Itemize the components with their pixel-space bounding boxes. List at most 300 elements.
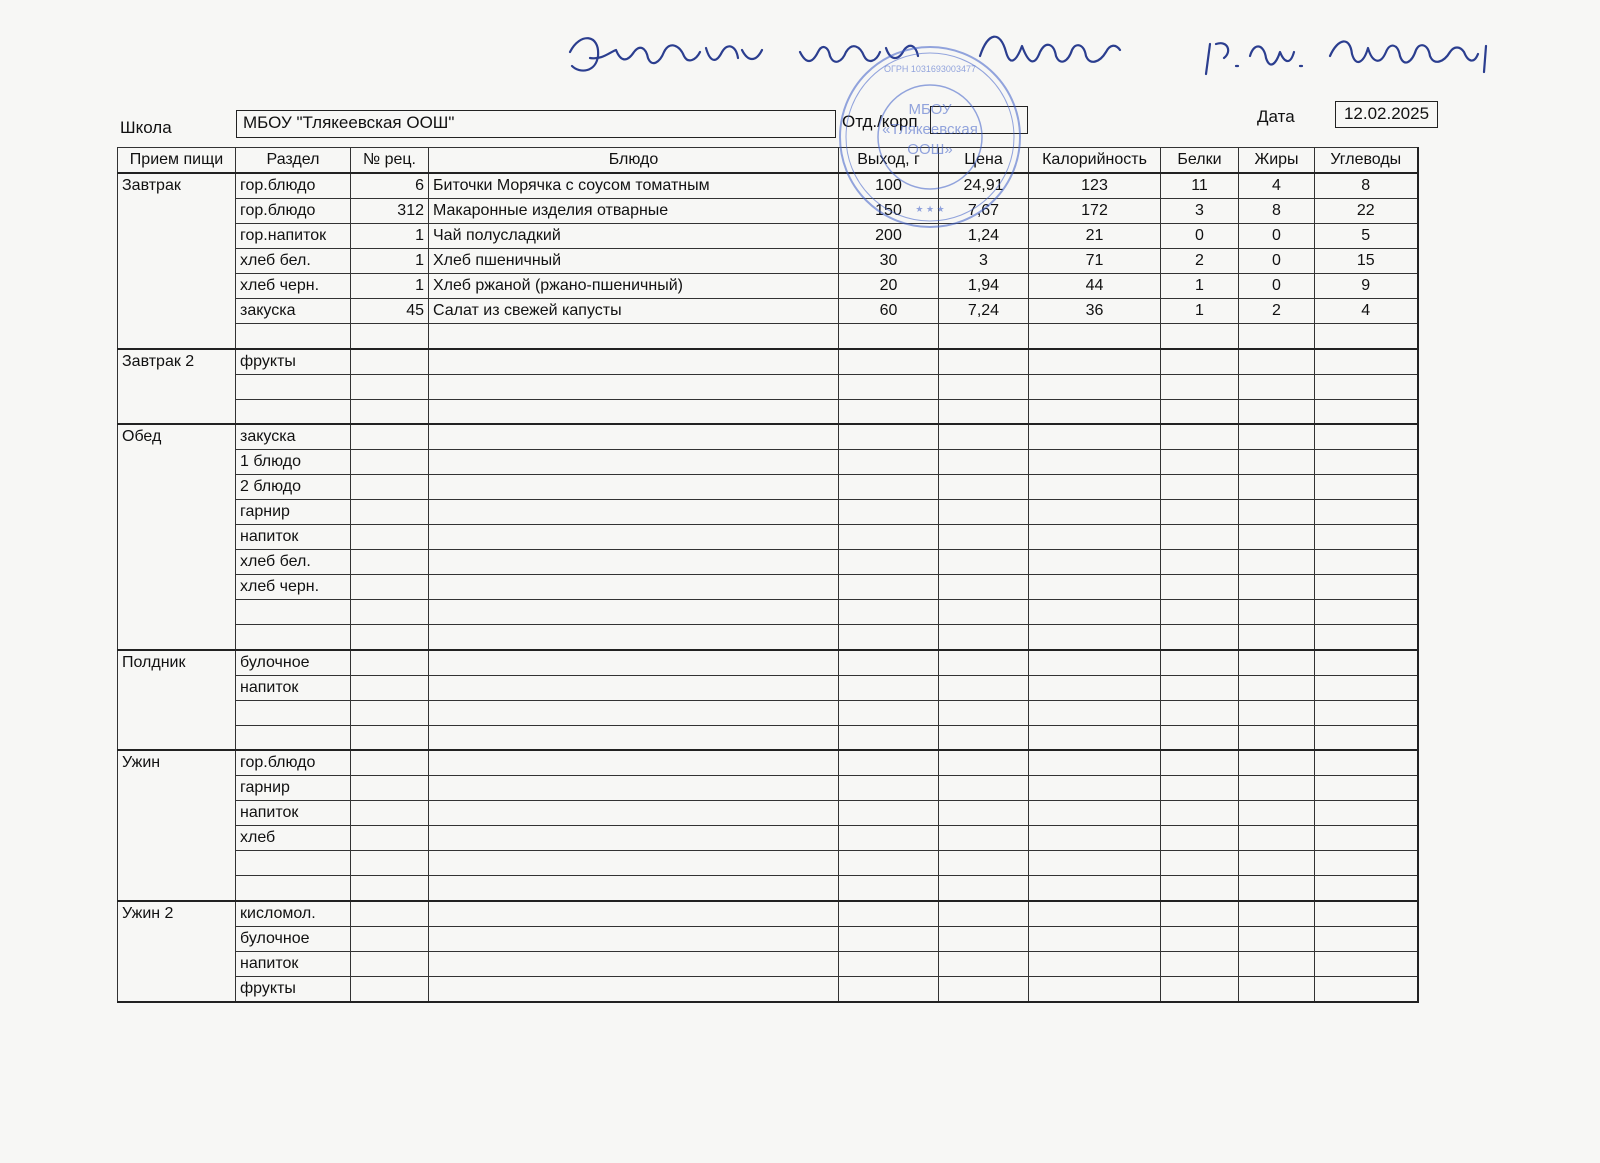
weight-cell — [839, 625, 939, 650]
col-price: Цена — [939, 148, 1029, 174]
recipe-cell — [351, 675, 429, 700]
kcal-cell — [1029, 600, 1161, 625]
fat-cell — [1239, 725, 1315, 750]
col-recipe: № рец. — [351, 148, 429, 174]
kcal-cell — [1029, 776, 1161, 801]
table-row — [118, 224, 1418, 249]
protein-cell — [1161, 575, 1239, 600]
protein-cell — [1161, 550, 1239, 575]
price-cell — [939, 600, 1029, 625]
table-row — [118, 475, 1418, 500]
date-field[interactable]: 12.02.2025 — [1335, 101, 1438, 128]
weight-cell — [839, 525, 939, 550]
table-row — [118, 650, 1418, 676]
section-cell: напиток — [236, 801, 351, 826]
dish-cell — [429, 550, 839, 575]
recipe-cell — [351, 625, 429, 650]
kcal-cell — [1029, 450, 1161, 475]
carbs-cell — [1315, 700, 1418, 725]
dish-cell: Хлеб пшеничный — [429, 249, 839, 274]
carbs-cell — [1315, 374, 1418, 399]
kcal-cell — [1029, 324, 1161, 349]
weight-cell — [839, 600, 939, 625]
col-carbs: Углеводы — [1315, 148, 1418, 174]
recipe-cell — [351, 725, 429, 750]
table-row — [118, 349, 1418, 375]
dish-cell — [429, 876, 839, 901]
kcal-cell — [1029, 575, 1161, 600]
section-cell: закуска — [236, 299, 351, 324]
protein-cell — [1161, 851, 1239, 876]
carbs-cell — [1315, 951, 1418, 976]
price-cell: 7,24 — [939, 299, 1029, 324]
fat-cell — [1239, 625, 1315, 650]
svg-text:«Тлякеевская: «Тлякеевская — [882, 121, 978, 138]
protein-cell: 2 — [1161, 249, 1239, 274]
kcal-cell — [1029, 951, 1161, 976]
protein-cell — [1161, 776, 1239, 801]
recipe-cell — [351, 951, 429, 976]
recipe-cell: 1 — [351, 249, 429, 274]
price-cell: 7,67 — [939, 199, 1029, 224]
table-row — [118, 801, 1418, 826]
protein-cell — [1161, 750, 1239, 776]
weight-cell: 20 — [839, 274, 939, 299]
price-cell — [939, 374, 1029, 399]
weight-cell — [839, 575, 939, 600]
recipe-cell — [351, 776, 429, 801]
protein-cell — [1161, 424, 1239, 450]
col-fat: Жиры — [1239, 148, 1315, 174]
kcal-cell — [1029, 700, 1161, 725]
protein-cell — [1161, 600, 1239, 625]
carbs-cell — [1315, 550, 1418, 575]
weight-cell — [839, 399, 939, 424]
kcal-cell — [1029, 525, 1161, 550]
fat-cell — [1239, 450, 1315, 475]
weight-cell: 100 — [839, 173, 939, 199]
dish-cell — [429, 801, 839, 826]
fat-cell — [1239, 550, 1315, 575]
section-cell: напиток — [236, 951, 351, 976]
fat-cell — [1239, 525, 1315, 550]
table-row — [118, 500, 1418, 525]
kcal-cell — [1029, 349, 1161, 375]
recipe-cell — [351, 851, 429, 876]
school-label: Школа — [120, 118, 172, 137]
school-field[interactable]: МБОУ "Тлякеевская ООШ" — [236, 110, 836, 138]
section-cell: 1 блюдо — [236, 450, 351, 475]
carbs-cell — [1315, 349, 1418, 375]
fat-cell — [1239, 976, 1315, 1002]
meal-cell: Завтрак — [118, 173, 236, 349]
protein-cell — [1161, 625, 1239, 650]
weight-cell — [839, 926, 939, 951]
dish-cell: Салат из свежей капусты — [429, 299, 839, 324]
col-kcal: Калорийность — [1029, 148, 1161, 174]
weight-cell: 200 — [839, 224, 939, 249]
weight-cell — [839, 475, 939, 500]
recipe-cell — [351, 750, 429, 776]
dish-cell — [429, 399, 839, 424]
weight-cell — [839, 951, 939, 976]
protein-cell: 1 — [1161, 274, 1239, 299]
kcal-cell — [1029, 475, 1161, 500]
kcal-cell — [1029, 399, 1161, 424]
meal-cell: Обед — [118, 424, 236, 650]
weight-cell: 30 — [839, 249, 939, 274]
weight-cell: 150 — [839, 199, 939, 224]
section-cell: фрукты — [236, 976, 351, 1002]
dish-cell: Биточки Морячка с соусом томатным — [429, 173, 839, 199]
carbs-cell — [1315, 675, 1418, 700]
recipe-cell — [351, 374, 429, 399]
price-cell — [939, 876, 1029, 901]
price-cell: 1,94 — [939, 274, 1029, 299]
director-signature — [560, 22, 1520, 92]
fat-cell — [1239, 324, 1315, 349]
fat-cell — [1239, 801, 1315, 826]
section-cell: гор.блюдо — [236, 173, 351, 199]
table-row — [118, 750, 1418, 776]
weight-cell — [839, 650, 939, 676]
recipe-cell — [351, 575, 429, 600]
carbs-cell — [1315, 525, 1418, 550]
price-cell: 24,91 — [939, 173, 1029, 199]
kcal-cell — [1029, 801, 1161, 826]
dish-cell — [429, 725, 839, 750]
branch-label: Отд./корп — [842, 112, 918, 131]
section-cell: гор.блюдо — [236, 199, 351, 224]
weight-cell — [839, 500, 939, 525]
dish-cell — [429, 575, 839, 600]
carbs-cell — [1315, 450, 1418, 475]
dish-cell: Макаронные изделия отварные — [429, 199, 839, 224]
protein-cell — [1161, 500, 1239, 525]
table-row — [118, 173, 1418, 199]
fat-cell — [1239, 500, 1315, 525]
table-row — [118, 826, 1418, 851]
price-cell — [939, 826, 1029, 851]
kcal-cell: 44 — [1029, 274, 1161, 299]
table-row — [118, 575, 1418, 600]
dish-cell: Чай полусладкий — [429, 224, 839, 249]
weight-cell — [839, 826, 939, 851]
meal-cell: Полдник — [118, 650, 236, 751]
fat-cell — [1239, 424, 1315, 450]
section-cell — [236, 625, 351, 650]
protein-cell — [1161, 976, 1239, 1002]
weight-cell — [839, 324, 939, 349]
recipe-cell — [351, 399, 429, 424]
table-row — [118, 424, 1418, 450]
section-cell — [236, 399, 351, 424]
section-cell: гарнир — [236, 500, 351, 525]
svg-text:ООШ»: ООШ» — [907, 141, 953, 158]
col-meal: Прием пищи — [118, 148, 236, 174]
protein-cell: 1 — [1161, 299, 1239, 324]
kcal-cell — [1029, 826, 1161, 851]
fat-cell — [1239, 675, 1315, 700]
recipe-cell — [351, 424, 429, 450]
fat-cell: 8 — [1239, 199, 1315, 224]
fat-cell: 2 — [1239, 299, 1315, 324]
price-cell — [939, 450, 1029, 475]
protein-cell — [1161, 399, 1239, 424]
recipe-cell: 312 — [351, 199, 429, 224]
section-cell: гор.напиток — [236, 224, 351, 249]
meal-cell: Завтрак 2 — [118, 349, 236, 425]
fat-cell — [1239, 700, 1315, 725]
price-cell — [939, 776, 1029, 801]
table-row — [118, 625, 1418, 650]
price-cell — [939, 851, 1029, 876]
recipe-cell — [351, 550, 429, 575]
carbs-cell — [1315, 901, 1418, 927]
kcal-cell — [1029, 876, 1161, 901]
dish-cell — [429, 901, 839, 927]
protein-cell: 0 — [1161, 224, 1239, 249]
protein-cell — [1161, 525, 1239, 550]
protein-cell — [1161, 374, 1239, 399]
table-row — [118, 675, 1418, 700]
protein-cell — [1161, 675, 1239, 700]
kcal-cell — [1029, 926, 1161, 951]
fat-cell — [1239, 851, 1315, 876]
carbs-cell: 22 — [1315, 199, 1418, 224]
carbs-cell — [1315, 500, 1418, 525]
kcal-cell — [1029, 625, 1161, 650]
protein-cell: 11 — [1161, 173, 1239, 199]
section-cell: хлеб черн. — [236, 575, 351, 600]
dish-cell — [429, 776, 839, 801]
dish-cell — [429, 349, 839, 375]
price-cell — [939, 700, 1029, 725]
price-cell — [939, 951, 1029, 976]
recipe-cell — [351, 500, 429, 525]
section-cell — [236, 876, 351, 901]
meal-cell: Ужин — [118, 750, 236, 901]
price-cell — [939, 976, 1029, 1002]
dish-cell — [429, 675, 839, 700]
carbs-cell — [1315, 324, 1418, 349]
recipe-cell — [351, 826, 429, 851]
table-row — [118, 249, 1418, 274]
recipe-cell: 1 — [351, 274, 429, 299]
kcal-cell — [1029, 750, 1161, 776]
date-label: Дата — [1257, 107, 1295, 126]
carbs-cell — [1315, 600, 1418, 625]
price-cell — [939, 901, 1029, 927]
kcal-cell: 172 — [1029, 199, 1161, 224]
kcal-cell — [1029, 424, 1161, 450]
recipe-cell — [351, 324, 429, 349]
table-row — [118, 274, 1418, 299]
carbs-cell — [1315, 976, 1418, 1002]
section-cell: закуска — [236, 424, 351, 450]
carbs-cell — [1315, 475, 1418, 500]
fat-cell — [1239, 951, 1315, 976]
weight-cell — [839, 776, 939, 801]
fat-cell — [1239, 776, 1315, 801]
recipe-cell: 45 — [351, 299, 429, 324]
section-cell: гарнир — [236, 776, 351, 801]
fat-cell — [1239, 650, 1315, 676]
weight-cell: 60 — [839, 299, 939, 324]
dish-cell — [429, 475, 839, 500]
recipe-cell — [351, 349, 429, 375]
dish-cell — [429, 625, 839, 650]
fat-cell: 4 — [1239, 173, 1315, 199]
protein-cell — [1161, 450, 1239, 475]
fat-cell — [1239, 826, 1315, 851]
protein-cell — [1161, 650, 1239, 676]
weight-cell — [839, 424, 939, 450]
col-weight: Выход, г — [839, 148, 939, 174]
price-cell — [939, 550, 1029, 575]
table-row — [118, 199, 1418, 224]
section-cell: напиток — [236, 525, 351, 550]
price-cell — [939, 750, 1029, 776]
dish-cell — [429, 324, 839, 349]
table-row — [118, 450, 1418, 475]
price-cell — [939, 349, 1029, 375]
kcal-cell — [1029, 976, 1161, 1002]
kcal-cell — [1029, 500, 1161, 525]
table-row — [118, 901, 1418, 927]
weight-cell — [839, 675, 939, 700]
fat-cell: 0 — [1239, 249, 1315, 274]
kcal-cell — [1029, 725, 1161, 750]
kcal-cell — [1029, 650, 1161, 676]
table-row — [118, 374, 1418, 399]
price-cell — [939, 926, 1029, 951]
price-cell — [939, 525, 1029, 550]
fat-cell — [1239, 926, 1315, 951]
svg-text:★ ★ ★: ★ ★ ★ — [915, 204, 945, 214]
carbs-cell: 4 — [1315, 299, 1418, 324]
fat-cell: 0 — [1239, 224, 1315, 249]
section-cell: хлеб черн. — [236, 274, 351, 299]
dish-cell — [429, 650, 839, 676]
price-cell — [939, 575, 1029, 600]
table-row — [118, 876, 1418, 901]
branch-field[interactable] — [930, 106, 1028, 134]
weight-cell — [839, 750, 939, 776]
recipe-cell — [351, 976, 429, 1002]
kcal-cell — [1029, 675, 1161, 700]
carbs-cell: 8 — [1315, 173, 1418, 199]
price-cell — [939, 675, 1029, 700]
table-row — [118, 600, 1418, 625]
kcal-cell — [1029, 901, 1161, 927]
section-cell: булочное — [236, 650, 351, 676]
table-row — [118, 525, 1418, 550]
table-row — [118, 951, 1418, 976]
price-cell — [939, 725, 1029, 750]
fat-cell — [1239, 901, 1315, 927]
table-row — [118, 550, 1418, 575]
recipe-cell — [351, 700, 429, 725]
table-row — [118, 976, 1418, 1002]
weight-cell — [839, 374, 939, 399]
section-cell — [236, 324, 351, 349]
recipe-cell — [351, 801, 429, 826]
dish-cell — [429, 976, 839, 1002]
dish-cell — [429, 826, 839, 851]
recipe-cell — [351, 650, 429, 676]
protein-cell — [1161, 349, 1239, 375]
table-row — [118, 851, 1418, 876]
fat-cell — [1239, 600, 1315, 625]
dish-cell — [429, 750, 839, 776]
carbs-cell — [1315, 399, 1418, 424]
section-cell: булочное — [236, 926, 351, 951]
recipe-cell: 6 — [351, 173, 429, 199]
kcal-cell: 123 — [1029, 173, 1161, 199]
dish-cell — [429, 500, 839, 525]
dish-cell — [429, 600, 839, 625]
fat-cell — [1239, 349, 1315, 375]
table-row — [118, 399, 1418, 424]
kcal-cell: 21 — [1029, 224, 1161, 249]
carbs-cell: 15 — [1315, 249, 1418, 274]
table-row — [118, 725, 1418, 750]
table-row — [118, 324, 1418, 349]
section-cell: гор.блюдо — [236, 750, 351, 776]
price-cell — [939, 650, 1029, 676]
price-cell — [939, 801, 1029, 826]
price-cell — [939, 324, 1029, 349]
col-dish: Блюдо — [429, 148, 839, 174]
carbs-cell: 5 — [1315, 224, 1418, 249]
dish-cell — [429, 700, 839, 725]
dish-cell — [429, 450, 839, 475]
protein-cell — [1161, 324, 1239, 349]
protein-cell — [1161, 801, 1239, 826]
section-cell: фрукты — [236, 349, 351, 375]
dish-cell — [429, 525, 839, 550]
recipe-cell — [351, 450, 429, 475]
carbs-cell — [1315, 926, 1418, 951]
protein-cell: 3 — [1161, 199, 1239, 224]
svg-text:ОГРН 1031693003477: ОГРН 1031693003477 — [884, 64, 976, 74]
carbs-cell — [1315, 650, 1418, 676]
weight-cell — [839, 700, 939, 725]
carbs-cell — [1315, 725, 1418, 750]
weight-cell — [839, 976, 939, 1002]
section-cell — [236, 374, 351, 399]
fat-cell — [1239, 750, 1315, 776]
price-cell — [939, 475, 1029, 500]
weight-cell — [839, 349, 939, 375]
protein-cell — [1161, 700, 1239, 725]
protein-cell — [1161, 901, 1239, 927]
fat-cell: 0 — [1239, 274, 1315, 299]
meal-cell: Ужин 2 — [118, 901, 236, 1002]
carbs-cell: 9 — [1315, 274, 1418, 299]
price-cell — [939, 625, 1029, 650]
carbs-cell — [1315, 776, 1418, 801]
table-row — [118, 926, 1418, 951]
section-cell — [236, 725, 351, 750]
carbs-cell — [1315, 750, 1418, 776]
protein-cell — [1161, 475, 1239, 500]
kcal-cell: 36 — [1029, 299, 1161, 324]
carbs-cell — [1315, 424, 1418, 450]
section-cell — [236, 851, 351, 876]
kcal-cell — [1029, 374, 1161, 399]
